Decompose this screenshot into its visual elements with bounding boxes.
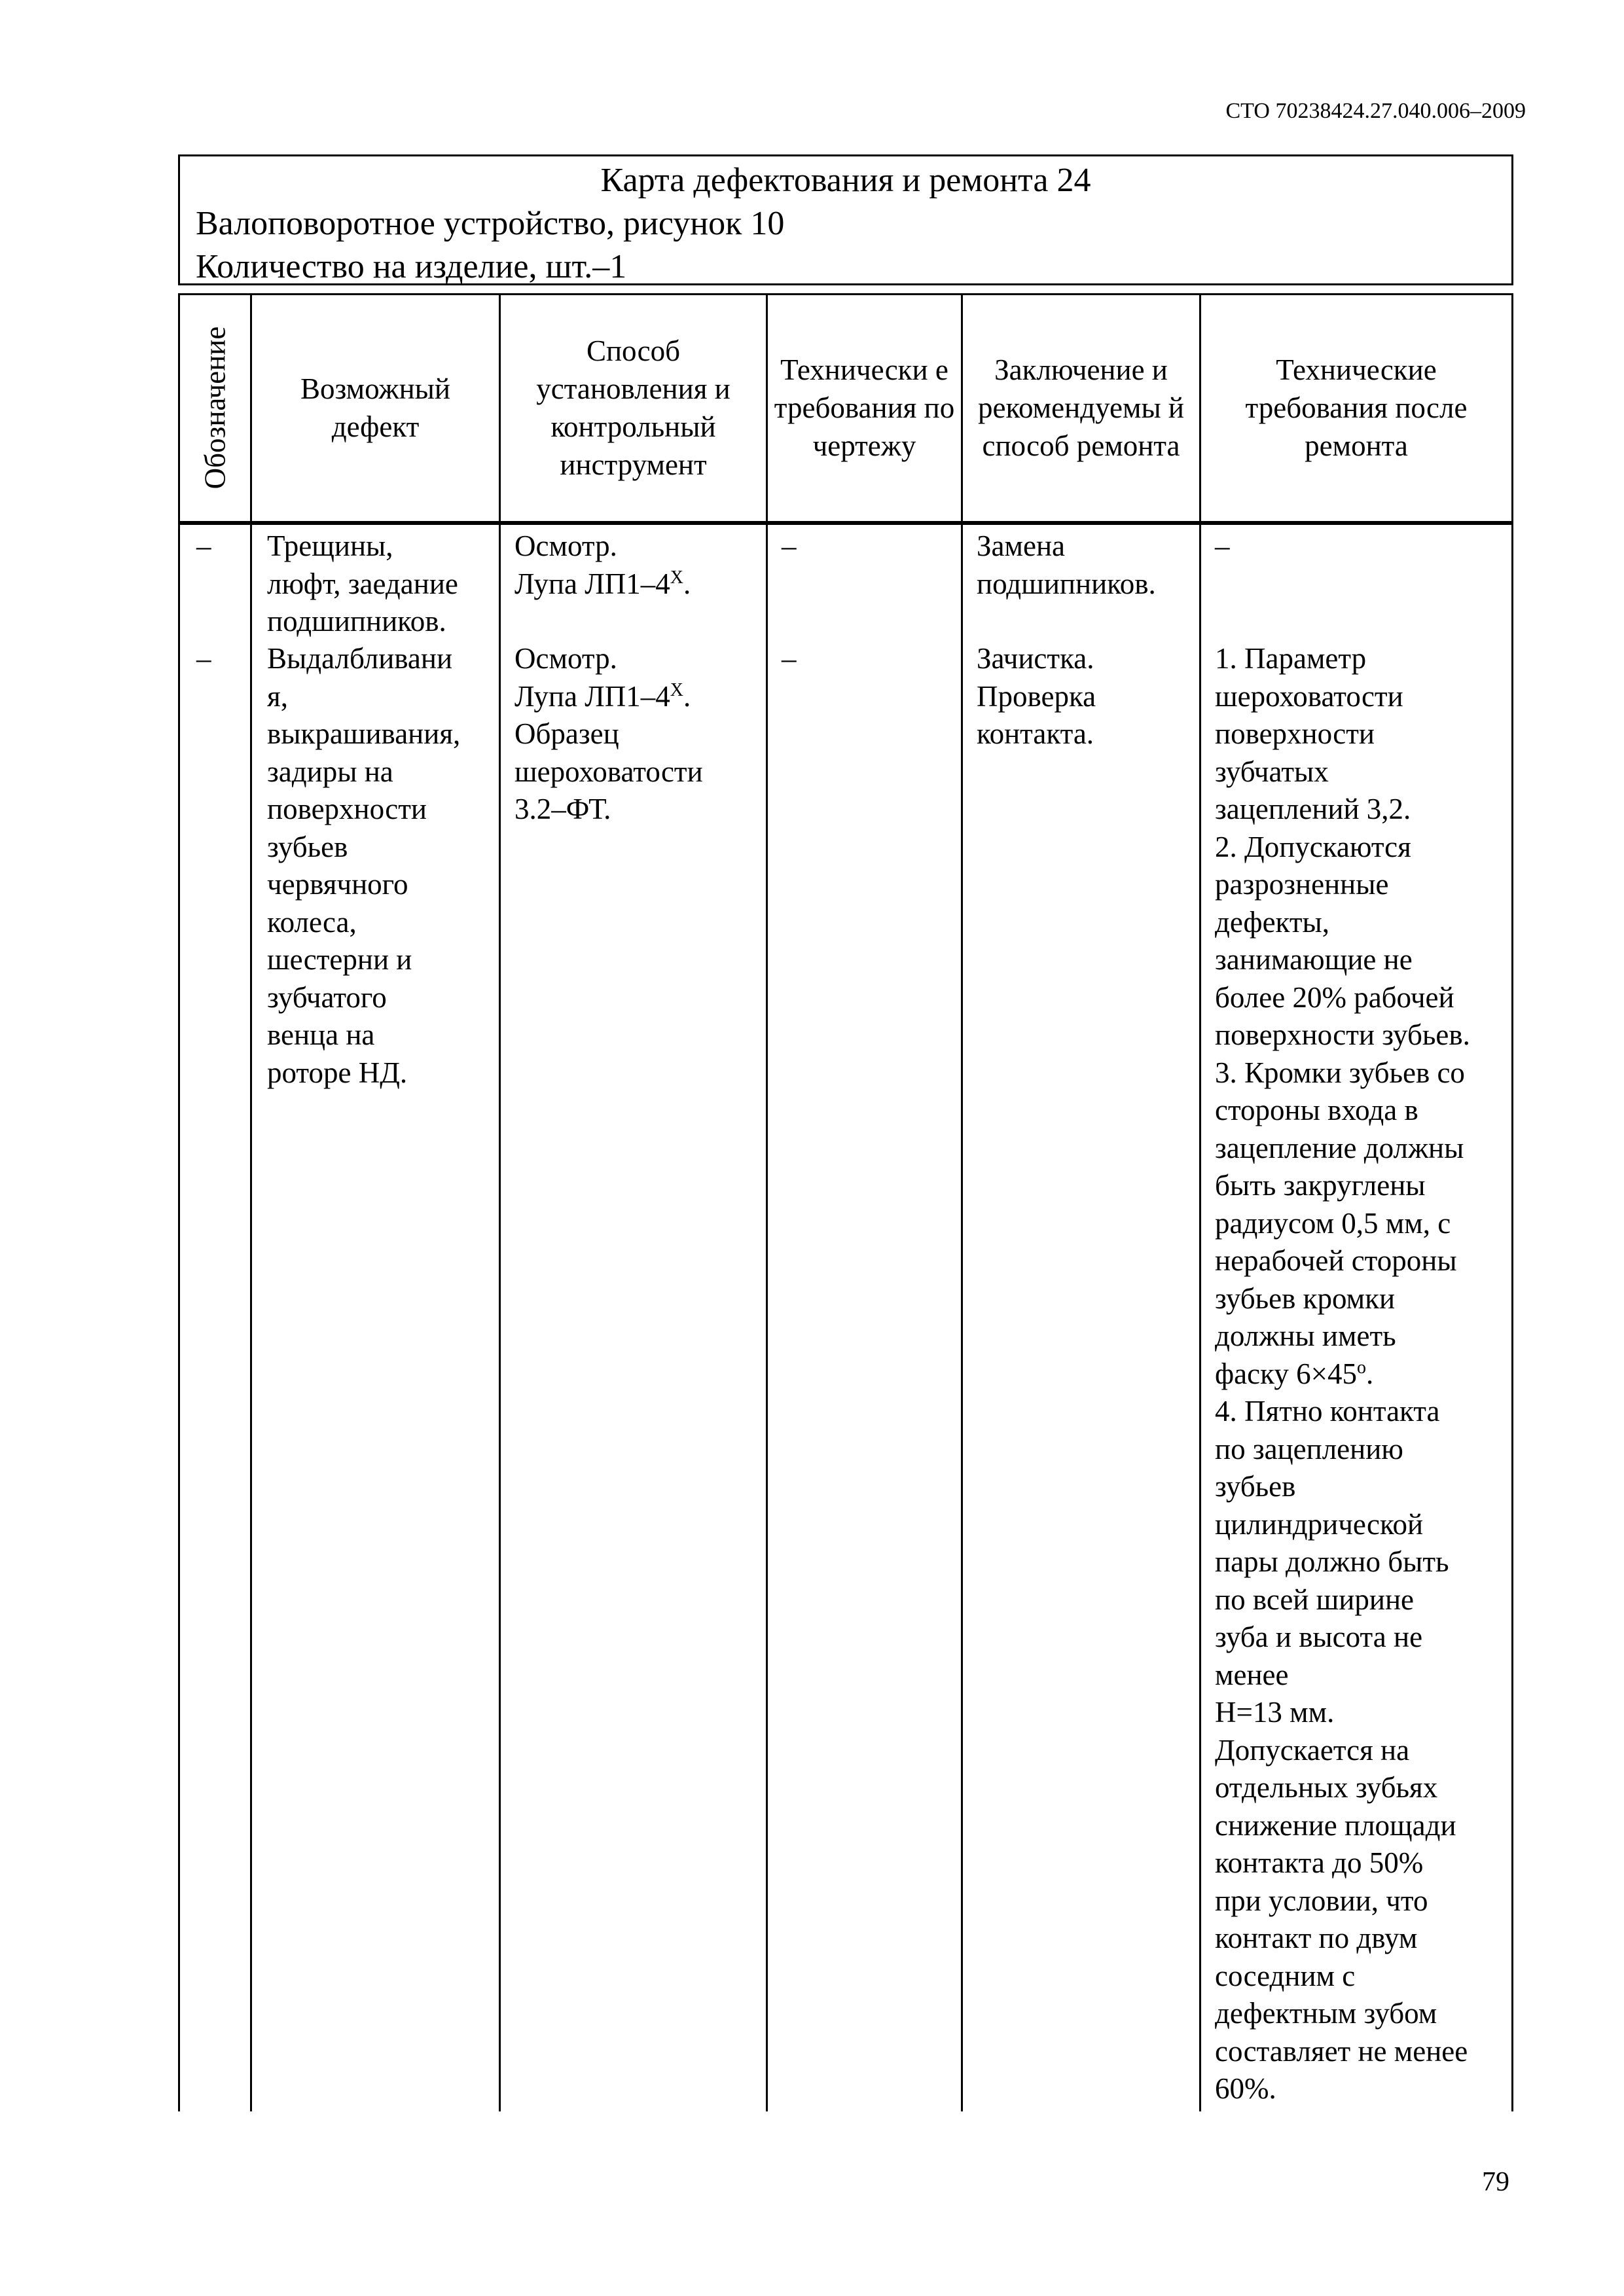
row1-designation: –: [196, 529, 211, 562]
header-designation: [178, 293, 251, 522]
row2-designation: –: [196, 642, 211, 675]
document-code: СТО 70238424.27.040.006–2009: [1225, 99, 1526, 123]
col-border-5: [1199, 293, 1201, 2111]
col-border-6: [1511, 293, 1513, 2111]
page-number: 79: [1482, 2167, 1509, 2197]
card-header: [178, 154, 1513, 285]
header-method: Способ установления и контрольный инструмент: [536, 334, 731, 481]
row2-method-sup: X: [670, 679, 683, 700]
row2-after-repair-tail: . 4. Пятно контакта по зацеплению зубьев цилиндрической пары должно быть по всей ширине зуба и высота не менее Н=13 мм. Допускается на отдельных зубьях снижение площади контакта до 50% при условии, что контакт по двум соседним с дефектным зубом составляет не менее 60%.: [1215, 1357, 1468, 2105]
row1-defect: Трещины, люфт, заедание подшипников.: [267, 529, 458, 637]
row1-method: [514, 528, 763, 603]
row1-after-repair: –: [1215, 529, 1230, 562]
col-border-3: [766, 293, 768, 2111]
row2-method-tail: . Образец шероховатости 3.2–ФТ.: [514, 679, 703, 825]
row2-tech-requirements: –: [782, 642, 797, 675]
row2-after-repair-sup: о: [1356, 1357, 1366, 1378]
row2-conclusion: Зачистка. Проверка контакта.: [977, 642, 1096, 750]
header-tech-requirements: Технически е требования по чертежу: [774, 353, 955, 462]
col-border-1: [250, 293, 252, 2111]
col-border-0: [178, 293, 180, 2111]
defect-table: [178, 293, 1513, 2111]
header-designation-label: Обозначение: [198, 326, 232, 490]
col-border-4: [961, 293, 963, 2111]
header-after-repair: Технические требования после ремонта: [1245, 353, 1468, 462]
row2-method: [514, 640, 763, 829]
row2-method-text: Осмотр. Лупа ЛП1–4: [514, 642, 670, 713]
row1-method-tail: .: [683, 567, 691, 600]
row2-after-repair: [1215, 640, 1511, 2108]
row1-method-text: Осмотр. Лупа ЛП1–4: [514, 529, 670, 600]
row1-conclusion: Замена подшипников.: [977, 529, 1156, 600]
header-conclusion: Заключение и рекомендуемы й способ ремонта: [977, 353, 1185, 462]
row1-tech-requirements: –: [782, 529, 797, 562]
row1-method-sup: X: [670, 567, 683, 588]
header-defect: Возможный дефект: [300, 372, 450, 443]
card-title: Карта дефектования и ремонта 24: [600, 162, 1091, 199]
card-subtitle: Валоповоротное устройство, рисунок 10: [196, 205, 785, 242]
col-border-2: [499, 293, 501, 2111]
card-quantity: Количество на изделие, шт.–1: [196, 248, 627, 285]
row2-after-repair-text: 1. Параметр шероховатости поверхности зубчатых зацеплений 3,2. 2. Допускаются разрозненные дефекты, занимающие не более 20% рабочей поверхности зубьев. 3. Кромки зубьев со стороны входа в зацепление должны быть закруглены радиусом 0,5 мм, с нерабочей стороны зубьев кромки должны иметь фаску 6×45: [1215, 642, 1470, 1390]
row2-defect: Выдалбливани я, выкрашивания, задиры на поверхности зубьев червячного колеса, шестерни и зубчатого венца на роторе НД.: [267, 642, 461, 1089]
